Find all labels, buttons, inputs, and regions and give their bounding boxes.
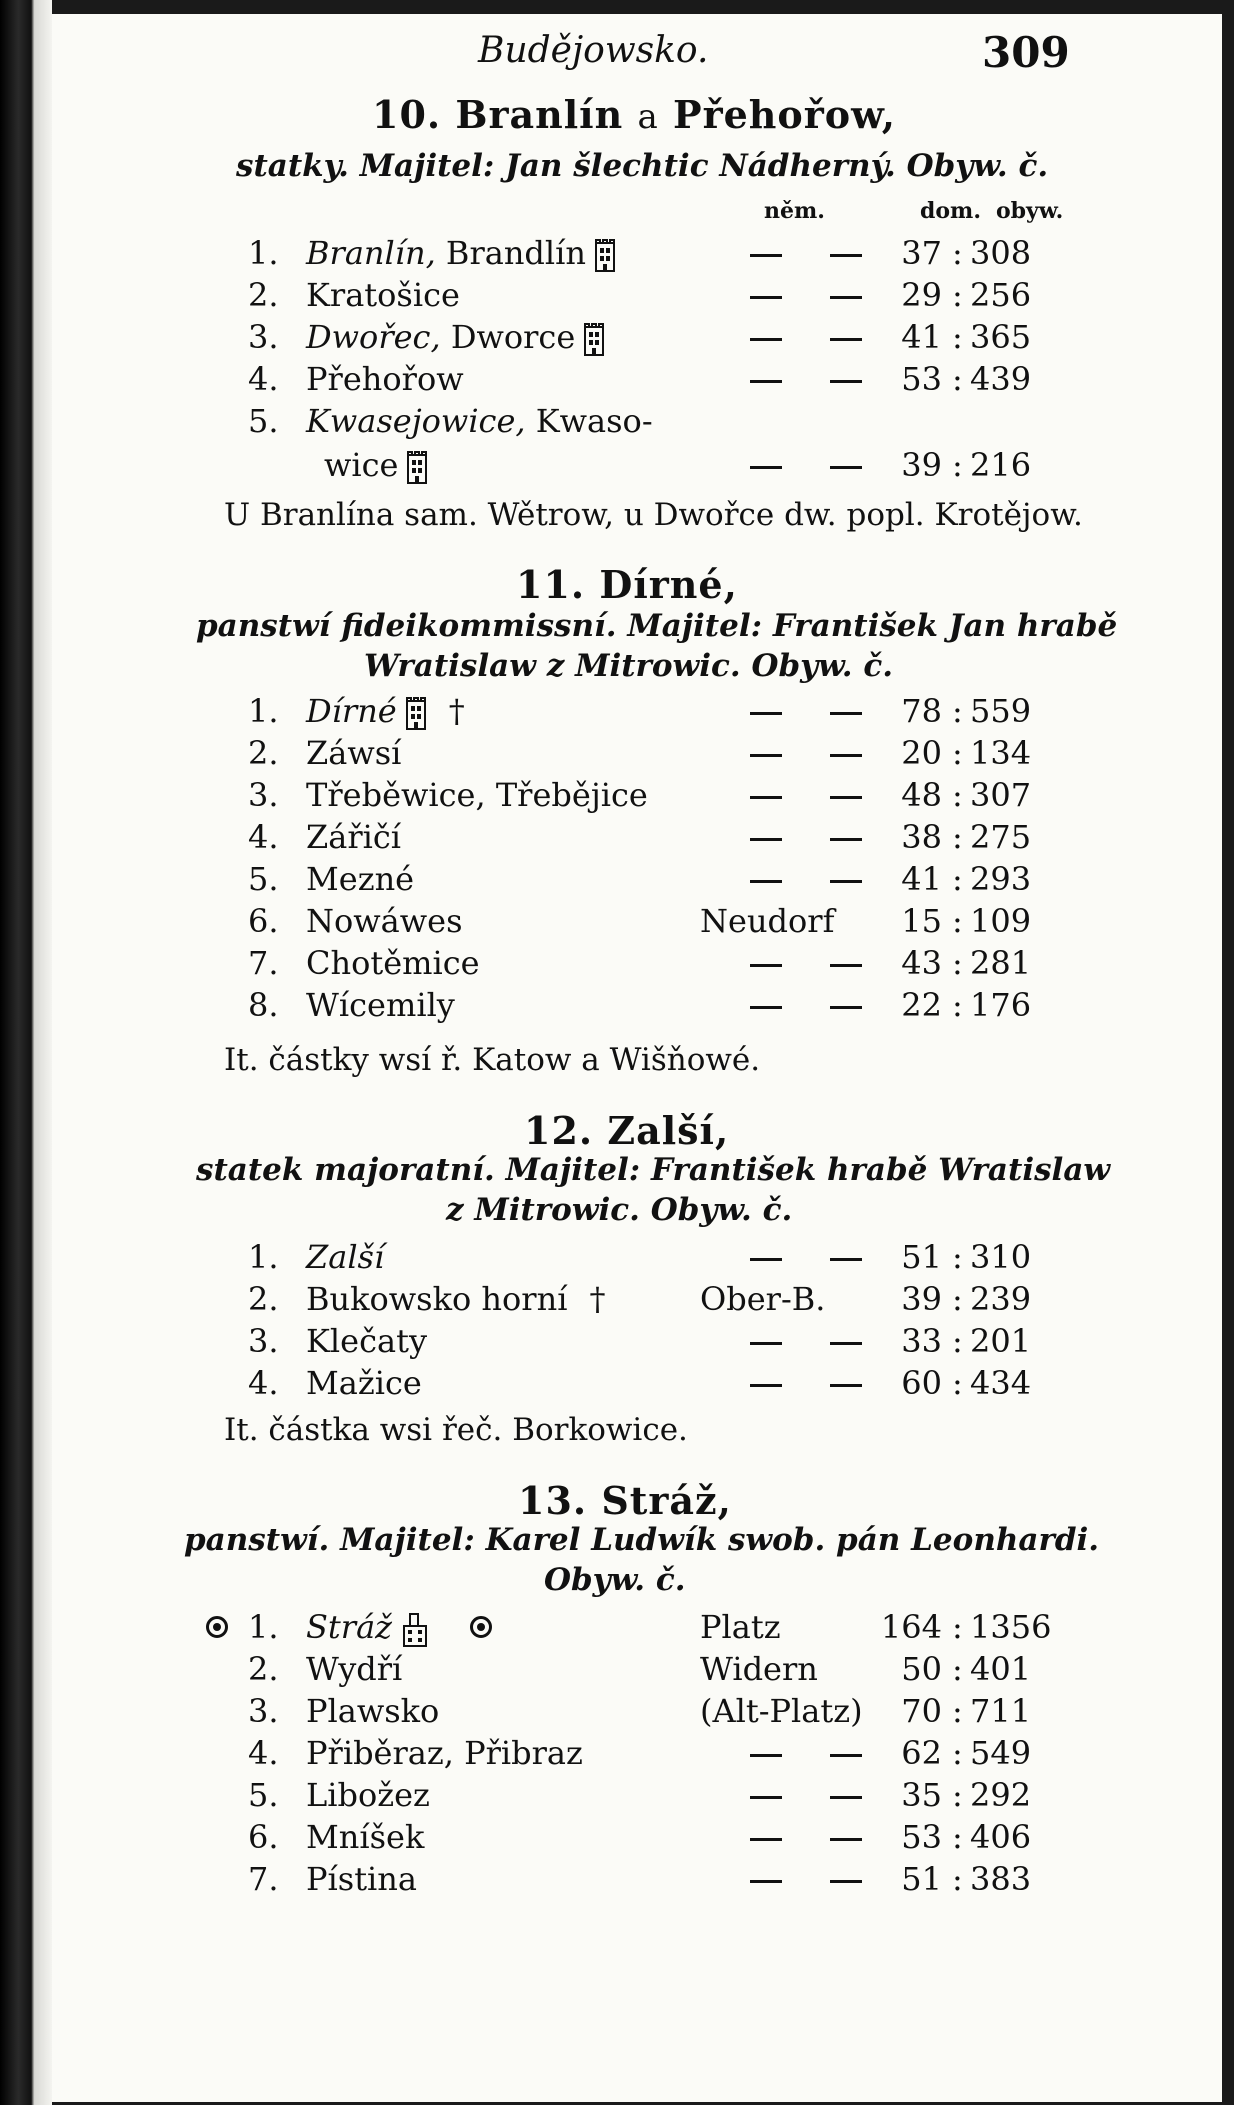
row-number: 2. — [248, 276, 279, 314]
place-name-alt: Bukowsko horní — [306, 1280, 568, 1318]
ditto-dash — [750, 1796, 782, 1799]
section-note: U Branlína sam. Wětrow, u Dwořce dw. popl. Krotějow. — [224, 497, 1083, 533]
section-heading — [372, 92, 896, 137]
place-name-alt: Plawsko — [306, 1692, 440, 1730]
house-count: 33 — [901, 1322, 942, 1360]
row-number: 3. — [248, 1692, 279, 1730]
inhabitant-count: 176 — [970, 986, 1032, 1024]
ratio-colon: : — [952, 1776, 963, 1814]
row-number: 3. — [248, 776, 279, 814]
german-name: Widern — [700, 1650, 818, 1688]
row-number: 1. — [248, 1608, 279, 1646]
place-name-alt: Kratošice — [306, 276, 460, 314]
house-count: 29 — [901, 276, 942, 314]
house-count: 37 — [901, 234, 942, 272]
section-subtitle-2: z Mitrowic. Obyw. č. — [446, 1192, 793, 1228]
row-number: 4. — [248, 1364, 279, 1402]
ratio-colon: : — [952, 360, 963, 398]
place-name — [306, 944, 480, 982]
ditto-dash — [750, 1258, 782, 1261]
section-note: It. částka wsi řeč. Borkowice. — [224, 1412, 688, 1448]
place-name — [306, 234, 616, 273]
place-name — [306, 1650, 402, 1688]
section-subtitle: panstwí. Majitel: Karel Ludwík swob. pán Leonhardi. — [184, 1522, 1100, 1558]
ratio-colon: : — [952, 986, 963, 1024]
section-conjunction: a — [637, 97, 659, 137]
ditto-dash — [750, 1006, 782, 1009]
german-name: Platz — [700, 1608, 781, 1646]
place-name — [306, 276, 460, 314]
ratio-colon: : — [952, 1650, 963, 1688]
house-count: 22 — [901, 986, 942, 1024]
inhabitant-count: 439 — [970, 360, 1032, 398]
column-header-houses: dom. — [920, 198, 981, 224]
section-subtitle-2: Wratislaw z Mitrowic. Obyw. č. — [364, 648, 893, 684]
place-name — [306, 1776, 430, 1814]
ditto-dash — [750, 964, 782, 967]
place-name-alt: Nowáwes — [306, 902, 463, 940]
place-name — [306, 818, 401, 856]
ditto-dash — [750, 712, 782, 715]
place-name-czech: Stráž — [306, 1608, 393, 1646]
place-name — [306, 1860, 417, 1898]
house-count: 50 — [901, 1650, 942, 1688]
place-name — [306, 776, 648, 814]
place-name — [306, 1238, 384, 1276]
section-name-2: Přehořow, — [673, 92, 896, 137]
place-name-alt: Zářičí — [306, 818, 401, 856]
german-name: (Alt-Platz) — [700, 1692, 863, 1730]
place-name-alt: Přehořow — [306, 360, 464, 398]
ratio-colon: : — [952, 1860, 963, 1898]
house-count: 43 — [901, 944, 942, 982]
german-name: Neudorf — [700, 902, 835, 940]
place-name-alt: Kwaso- — [525, 402, 653, 440]
house-count: 48 — [901, 776, 942, 814]
column-header-inhabitants: obyw. — [996, 198, 1064, 224]
inhabitant-count: 310 — [970, 1238, 1032, 1276]
house-count: 41 — [901, 860, 942, 898]
place-name — [306, 360, 464, 398]
ratio-colon: : — [952, 860, 963, 898]
place-name — [306, 860, 414, 898]
book-binding — [0, 0, 52, 2105]
house-count: 53 — [901, 360, 942, 398]
town-icon — [400, 1612, 430, 1648]
ratio-colon: : — [952, 1692, 963, 1730]
castle-icon — [583, 323, 605, 357]
section-subtitle-2: Obyw. č. — [544, 1562, 686, 1598]
ratio-colon: : — [952, 818, 963, 856]
ditto-dash — [750, 754, 782, 757]
house-count: 15 — [901, 902, 942, 940]
ratio-colon: : — [952, 1364, 963, 1402]
ditto-dash — [750, 254, 782, 257]
row-number: 8. — [248, 986, 279, 1024]
place-name — [306, 1734, 583, 1772]
row-number: 7. — [248, 1860, 279, 1898]
circle-mark-icon — [470, 1616, 492, 1638]
row-number: 2. — [248, 1650, 279, 1688]
section-subtitle: statky. Majitel: Jan šlechtic Nádherný. Obyw. č. — [236, 148, 1049, 184]
place-name — [306, 986, 455, 1024]
cross-icon: † — [589, 1280, 606, 1318]
inhabitant-count: 711 — [970, 1692, 1032, 1730]
row-number: 7. — [248, 944, 279, 982]
place-name-czech: Branlín, — [306, 234, 436, 272]
german-name: Ober-B. — [700, 1280, 826, 1318]
circle-mark-icon — [206, 1616, 228, 1638]
house-count: 38 — [901, 818, 942, 856]
section-subtitle: panstwí fideikommissní. Majitel: František Jan hrabě — [196, 608, 1118, 644]
inhabitant-count: 383 — [970, 1860, 1032, 1898]
place-name — [306, 902, 462, 940]
row-number: 1. — [248, 692, 279, 730]
row-number: 4. — [248, 1734, 279, 1772]
house-count: 62 — [901, 1734, 942, 1772]
inhabitant-count: 406 — [970, 1818, 1032, 1856]
section-name: Branlín — [455, 92, 624, 137]
section-number: 11. — [516, 562, 586, 607]
house-count: 78 — [901, 692, 942, 730]
inhabitant-count: 292 — [970, 1776, 1032, 1814]
ratio-colon: : — [952, 944, 963, 982]
house-count: 51 — [901, 1238, 942, 1276]
ditto-dash — [750, 1838, 782, 1841]
ratio-colon: : — [952, 692, 963, 730]
ratio-colon: : — [952, 446, 963, 484]
column-header-german: něm. — [764, 198, 825, 224]
place-name — [306, 402, 653, 440]
ratio-colon: : — [952, 318, 963, 356]
place-name-czech: Dwořec, — [306, 318, 441, 356]
place-name-alt: Mezné — [306, 860, 415, 898]
row-number: 1. — [248, 234, 279, 272]
ratio-colon: : — [952, 776, 963, 814]
inhabitant-count: 307 — [970, 776, 1032, 814]
ditto-dash — [750, 1342, 782, 1345]
row-number: 5. — [248, 860, 279, 898]
place-name-alt: Pístina — [306, 1860, 417, 1898]
section-name: Stráž, — [601, 1478, 732, 1523]
section-number: 10. — [372, 92, 442, 137]
place-name — [306, 1322, 427, 1360]
inhabitant-count: 109 — [970, 902, 1032, 940]
row-number: 1. — [248, 1238, 279, 1276]
inhabitant-count: 239 — [970, 1280, 1032, 1318]
place-name-continuation: wice — [324, 446, 428, 485]
place-name — [306, 1692, 439, 1730]
ratio-colon: : — [952, 1280, 963, 1318]
section-heading — [524, 1108, 729, 1153]
section-heading — [518, 1478, 732, 1523]
section-number: 12. — [524, 1108, 594, 1153]
row-number: 4. — [248, 818, 279, 856]
ditto-dash — [750, 466, 782, 469]
page-number: 309 — [982, 28, 1070, 77]
ratio-colon: : — [952, 1238, 963, 1276]
house-count: 164 — [880, 1608, 942, 1646]
place-name — [306, 1818, 424, 1856]
ratio-colon: : — [952, 734, 963, 772]
castle-icon — [594, 239, 616, 273]
ditto-dash — [750, 338, 782, 341]
inhabitant-count: 559 — [970, 692, 1032, 730]
inhabitant-count: 1356 — [970, 1608, 1052, 1646]
inhabitant-count: 308 — [970, 234, 1032, 272]
row-number: 2. — [248, 1280, 279, 1318]
inhabitant-count: 549 — [970, 1734, 1032, 1772]
row-number: 6. — [248, 1818, 279, 1856]
place-name-alt: Wícemily — [306, 986, 455, 1024]
house-count: 39 — [901, 446, 942, 484]
ditto-dash — [750, 1754, 782, 1757]
inhabitant-count: 134 — [970, 734, 1032, 772]
house-count: 70 — [901, 1692, 942, 1730]
house-count: 39 — [901, 1280, 942, 1318]
place-name-alt: Mníšek — [306, 1818, 425, 1856]
ratio-colon: : — [952, 276, 963, 314]
ratio-colon: : — [952, 1322, 963, 1360]
house-count: 53 — [901, 1818, 942, 1856]
inhabitant-count: 401 — [970, 1650, 1032, 1688]
place-name — [306, 734, 401, 772]
place-name — [306, 692, 465, 731]
place-name-alt: Chotěmice — [306, 944, 480, 982]
row-number: 4. — [248, 360, 279, 398]
row-number: 5. — [248, 402, 279, 440]
place-name-czech: Zalší — [306, 1238, 385, 1276]
place-name-alt: Klečaty — [306, 1322, 428, 1360]
section-name: Zalší, — [607, 1108, 730, 1153]
inhabitant-count: 216 — [970, 446, 1032, 484]
inhabitant-count: 275 — [970, 818, 1032, 856]
row-number: 6. — [248, 902, 279, 940]
section-name: Dírné, — [599, 562, 738, 607]
ditto-dash — [750, 380, 782, 383]
inhabitant-count: 201 — [970, 1322, 1032, 1360]
row-number: 3. — [248, 1322, 279, 1360]
place-name-alt: Wydří — [306, 1650, 403, 1688]
ditto-dash — [750, 1880, 782, 1883]
place-name-alt: Libožez — [306, 1776, 430, 1814]
section-note: It. částky wsí ř. Katow a Wišňowé. — [224, 1042, 761, 1078]
inhabitant-count: 256 — [970, 276, 1032, 314]
ditto-dash — [750, 1384, 782, 1387]
place-name-czech: Dírné — [306, 692, 397, 730]
place-name-alt: Dworce — [440, 318, 576, 356]
ditto-dash — [750, 796, 782, 799]
section-heading — [516, 562, 738, 607]
ratio-colon: : — [952, 234, 963, 272]
place-name-alt: Brandlín — [435, 234, 586, 272]
inhabitant-count: 434 — [970, 1364, 1032, 1402]
place-name-alt: Přiběraz, Přibraz — [306, 1734, 583, 1772]
house-count: 51 — [901, 1860, 942, 1898]
castle-icon — [406, 451, 428, 485]
row-number: 5. — [248, 1776, 279, 1814]
place-name — [306, 1280, 605, 1318]
castle-icon — [405, 697, 427, 731]
house-count: 20 — [901, 734, 942, 772]
ditto-dash — [750, 880, 782, 883]
row-number: 2. — [248, 734, 279, 772]
cross-icon: † — [448, 692, 465, 730]
ratio-colon: : — [952, 1818, 963, 1856]
section-number: 13. — [518, 1478, 588, 1523]
house-count: 60 — [901, 1364, 942, 1402]
ratio-colon: : — [952, 1608, 963, 1646]
inhabitant-count: 281 — [970, 944, 1032, 982]
ditto-dash — [750, 838, 782, 841]
ditto-dash — [750, 296, 782, 299]
ratio-colon: : — [952, 902, 963, 940]
running-header-title: Budějowsko. — [478, 30, 709, 71]
inhabitant-count: 365 — [970, 318, 1032, 356]
inhabitant-count: 293 — [970, 860, 1032, 898]
place-name — [306, 318, 605, 357]
place-name-alt: Třeběwice, Třebějice — [306, 776, 648, 814]
house-count: 41 — [901, 318, 942, 356]
ratio-colon: : — [952, 1734, 963, 1772]
house-count: 35 — [901, 1776, 942, 1814]
row-number: 3. — [248, 318, 279, 356]
section-subtitle: statek majoratní. Majitel: František hrabě Wratislaw — [196, 1152, 1111, 1188]
place-name-czech: Kwasejowice, — [306, 402, 526, 440]
place-name — [306, 1364, 422, 1402]
place-name-alt: Záwsí — [306, 734, 402, 772]
place-name — [306, 1608, 430, 1648]
place-name-alt: Mažice — [306, 1364, 422, 1402]
